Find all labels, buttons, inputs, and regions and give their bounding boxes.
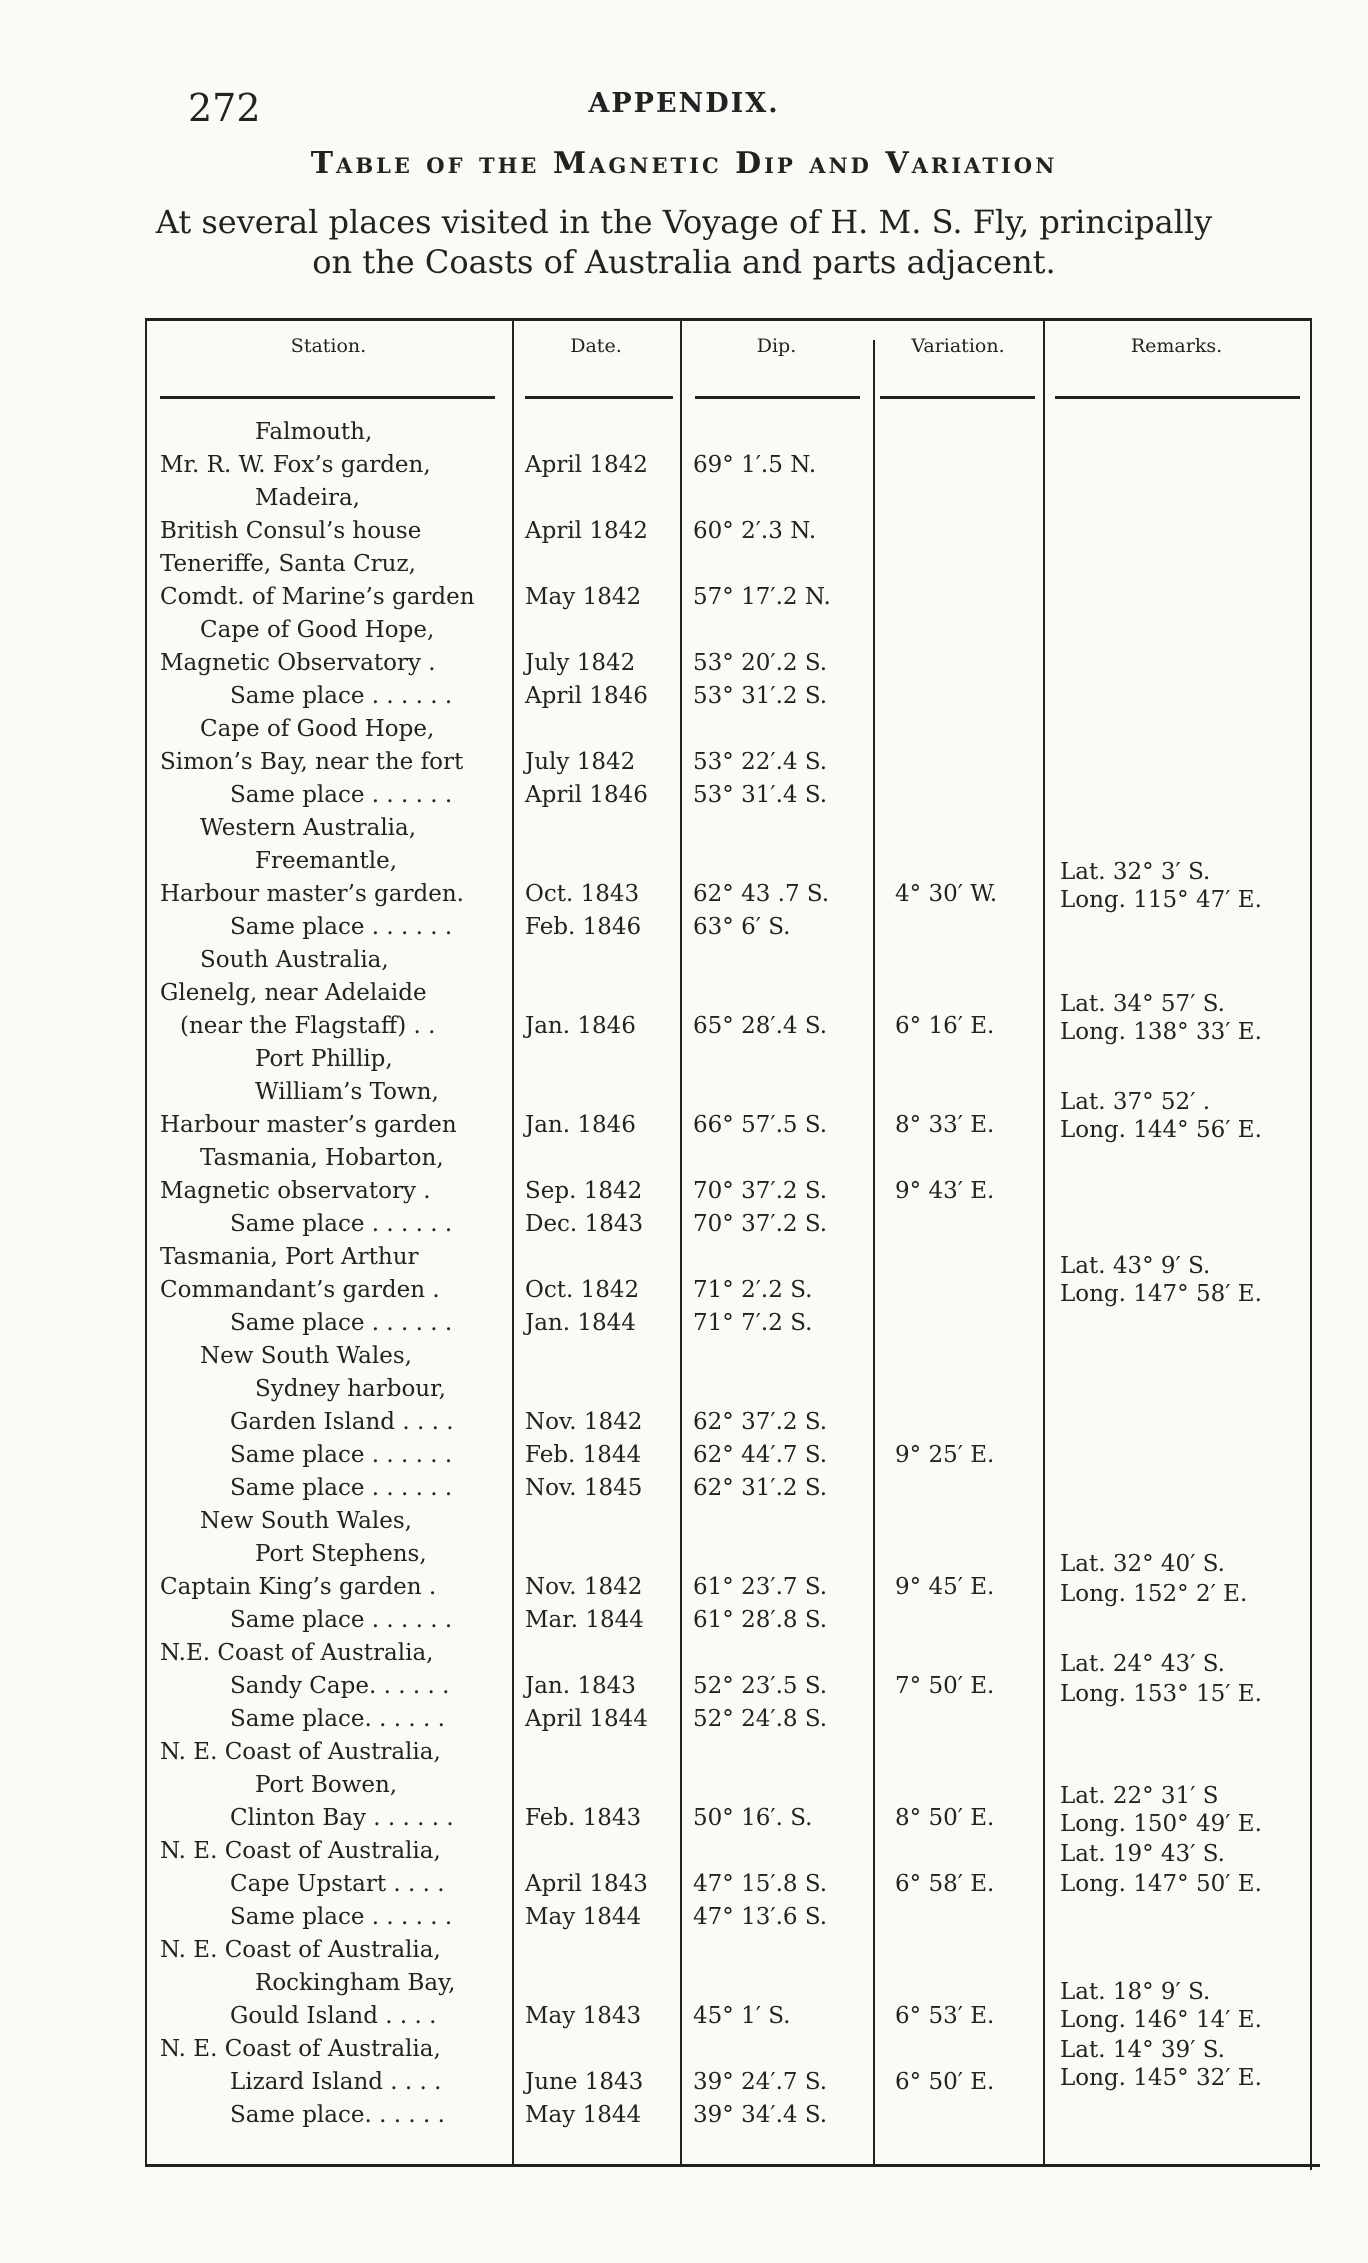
page-number: 272 (188, 86, 261, 130)
date-cell: April 1844 (525, 1706, 648, 1732)
variation-cell: 9° 45′ E. (895, 1574, 995, 1600)
date-cell: Jan. 1846 (525, 1112, 636, 1138)
dip-cell: 61° 23′.7 S. (693, 1574, 828, 1600)
variation-cell: 9° 43′ E. (895, 1178, 995, 1204)
remark-latitude: Lat. 18° 9′ S. (1060, 1979, 1211, 2005)
station-cell: Port Phillip, (255, 1046, 393, 1072)
header-dip: Dip. (756, 335, 797, 357)
date-cell: April 1842 (525, 452, 648, 478)
dip-cell: 62° 43 .7 S. (693, 881, 830, 907)
date-cell: May 1844 (525, 1904, 642, 1930)
station-cell: Port Bowen, (255, 1772, 398, 1798)
station-cell: South Australia, (200, 947, 389, 973)
table-subtitle (0, 202, 1368, 282)
station-cell: Rockingham Bay, (255, 1970, 456, 1996)
station-cell: Comdt. of Marine’s garden (160, 584, 475, 610)
station-cell: Freemantle, (255, 848, 398, 874)
station-cell: Commandant’s garden . (160, 1277, 440, 1303)
station-cell: N. E. Coast of Australia, (160, 1838, 441, 1864)
dip-cell: 47° 13′.6 S. (693, 1904, 828, 1930)
station-cell: Same place. . . . . . (230, 2102, 445, 2128)
station-cell: Magnetic observatory . (160, 1178, 431, 1204)
variation-cell: 9° 25′ E. (895, 1442, 995, 1468)
variation-cell: 6° 16′ E. (895, 1013, 995, 1039)
remark-longitude: Long. 145° 32′ E. (1060, 2065, 1262, 2091)
dip-cell: 71° 7′.2 S. (693, 1310, 813, 1336)
station-cell: N.E. Coast of Australia, (160, 1640, 434, 1666)
dip-cell: 62° 44′.7 S. (693, 1442, 828, 1468)
dip-cell: 53° 31′.2 S. (693, 683, 828, 709)
header-station: Station. (290, 335, 367, 357)
subtitle-line-1: At several places visited in the Voyage of H. M. S. Fly, principally (155, 203, 1213, 241)
date-cell: Feb. 1843 (525, 1805, 642, 1831)
variation-cell: 4° 30′ W. (895, 881, 998, 907)
station-cell: Same place . . . . . . (230, 1442, 453, 1468)
remark-latitude: Lat. 43° 9′ S. (1060, 1253, 1211, 1279)
variation-cell: 6° 58′ E. (895, 1871, 995, 1897)
station-cell: Same place. . . . . . (230, 1706, 445, 1732)
station-cell: Same place . . . . . . (230, 782, 453, 808)
station-cell: Clinton Bay . . . . . . (230, 1805, 454, 1831)
header-rule (160, 396, 495, 399)
dip-cell: 45° 1′ S. (693, 2003, 791, 2029)
table-right-border (1310, 318, 1312, 2170)
dip-cell: 71° 2′.2 S. (693, 1277, 813, 1303)
remark-latitude: Lat. 32° 40′ S. (1060, 1551, 1225, 1577)
header-variation: Variation. (911, 335, 1005, 357)
column-divider (1043, 318, 1045, 2164)
date-cell: Dec. 1843 (525, 1211, 644, 1237)
header-remarks: Remarks. (1130, 335, 1223, 357)
dip-cell: 60° 2′.3 N. (693, 518, 817, 544)
station-cell: Western Australia, (200, 815, 417, 841)
station-cell: Captain King’s garden . (160, 1574, 437, 1600)
remark-latitude: Lat. 24° 43′ S. (1060, 1651, 1225, 1677)
header-date: Date. (570, 335, 622, 357)
date-cell: Feb. 1844 (525, 1442, 642, 1468)
station-cell: British Consul’s house (160, 518, 422, 544)
station-cell: Madeira, (255, 485, 360, 511)
table-title: Table of the Magnetic Dip and Variation (310, 146, 1058, 181)
remark-longitude: Long. 147° 58′ E. (1060, 1281, 1262, 1307)
station-cell: Same place . . . . . . (230, 1475, 453, 1501)
dip-cell: 62° 31′.2 S. (693, 1475, 828, 1501)
dip-cell: 52° 24′.8 S. (693, 1706, 828, 1732)
dip-cell: 53° 31′.4 S. (693, 782, 828, 808)
station-cell: New South Wales, (200, 1343, 412, 1369)
remark-latitude: Lat. 19° 43′ S. (1060, 1841, 1225, 1867)
variation-cell: 6° 53′ E. (895, 2003, 995, 2029)
station-cell: Lizard Island . . . . (230, 2069, 442, 2095)
date-cell: Jan. 1844 (525, 1310, 636, 1336)
remark-longitude: Long. 152° 2′ E. (1060, 1581, 1248, 1607)
dip-cell: 63° 6′ S. (693, 914, 791, 940)
station-cell: N. E. Coast of Australia, (160, 1937, 441, 1963)
dip-cell: 47° 15′.8 S. (693, 1871, 828, 1897)
station-cell: Mr. R. W. Fox’s garden, (160, 452, 431, 478)
station-cell: Cape of Good Hope, (200, 716, 435, 742)
dip-cell: 65° 28′.4 S. (693, 1013, 828, 1039)
dip-cell: 50° 16′. S. (693, 1805, 813, 1831)
date-cell: Jan. 1846 (525, 1013, 636, 1039)
remark-longitude: Long. 144° 56′ E. (1060, 1117, 1262, 1143)
variation-cell: 8° 33′ E. (895, 1112, 995, 1138)
station-cell: Same place . . . . . . (230, 683, 453, 709)
dip-cell: 61° 28′.8 S. (693, 1607, 828, 1633)
date-cell: June 1843 (525, 2069, 644, 2095)
date-cell: July 1842 (525, 749, 636, 775)
date-cell: Mar. 1844 (525, 1607, 644, 1633)
remark-latitude: Lat. 32° 3′ S. (1060, 859, 1211, 885)
remark-longitude: Long. 138° 33′ E. (1060, 1019, 1262, 1045)
column-divider (680, 318, 682, 2164)
date-cell: July 1842 (525, 650, 636, 676)
remark-latitude: Lat. 14° 39′ S. (1060, 2037, 1225, 2063)
station-cell: Gould Island . . . . (230, 2003, 437, 2029)
date-cell: April 1842 (525, 518, 648, 544)
date-cell: April 1846 (525, 683, 648, 709)
date-cell: April 1846 (525, 782, 648, 808)
station-cell: Harbour master’s garden (160, 1112, 457, 1138)
table-left-border (145, 318, 147, 2164)
date-cell: Feb. 1846 (525, 914, 642, 940)
subtitle-line-2: on the Coasts of Australia and parts adjacent. (312, 243, 1056, 281)
station-cell: Teneriffe, Santa Cruz, (160, 551, 416, 577)
station-cell: Tasmania, Port Arthur (160, 1244, 419, 1270)
header-rule (880, 396, 1035, 399)
header-rule (525, 396, 673, 399)
date-cell: Oct. 1843 (525, 881, 640, 907)
column-divider (873, 340, 875, 2164)
date-cell: May 1843 (525, 2003, 642, 2029)
station-cell: Garden Island . . . . (230, 1409, 454, 1435)
remark-longitude: Long. 153° 15′ E. (1060, 1681, 1262, 1707)
station-cell: Same place . . . . . . (230, 914, 453, 940)
header-rule (1055, 396, 1300, 399)
dip-cell: 70° 37′.2 S. (693, 1178, 828, 1204)
date-cell: May 1842 (525, 584, 642, 610)
table-bottom-rule (145, 2164, 1320, 2167)
station-cell: Port Stephens, (255, 1541, 427, 1567)
station-cell: Sandy Cape. . . . . . (230, 1673, 450, 1699)
remark-longitude: Long. 115° 47′ E. (1060, 887, 1262, 913)
date-cell: April 1843 (525, 1871, 648, 1897)
dip-cell: 69° 1′.5 N. (693, 452, 817, 478)
remark-longitude: Long. 150° 49′ E. (1060, 1811, 1262, 1837)
station-cell: (near the Flagstaff) . . (180, 1013, 436, 1039)
station-cell: New South Wales, (200, 1508, 412, 1534)
station-cell: N. E. Coast of Australia, (160, 1739, 441, 1765)
remark-latitude: Lat. 37° 52′ . (1060, 1089, 1211, 1115)
date-cell: Sep. 1842 (525, 1178, 643, 1204)
station-cell: Same place . . . . . . (230, 1904, 453, 1930)
station-cell: Sydney harbour, (255, 1376, 446, 1402)
dip-cell: 39° 24′.7 S. (693, 2069, 828, 2095)
station-cell: N. E. Coast of Australia, (160, 2036, 441, 2062)
date-cell: Nov. 1842 (525, 1409, 643, 1435)
variation-cell: 7° 50′ E. (895, 1673, 995, 1699)
date-cell: Jan. 1843 (525, 1673, 636, 1699)
date-cell: May 1844 (525, 2102, 642, 2128)
remark-longitude: Long. 147° 50′ E. (1060, 1871, 1262, 1897)
date-cell: Nov. 1842 (525, 1574, 643, 1600)
dip-cell: 62° 37′.2 S. (693, 1409, 828, 1435)
station-cell: Falmouth, (255, 419, 373, 445)
running-head: APPENDIX. (588, 88, 780, 119)
date-cell: Oct. 1842 (525, 1277, 640, 1303)
variation-cell: 6° 50′ E. (895, 2069, 995, 2095)
station-cell: Same place . . . . . . (230, 1211, 453, 1237)
dip-cell: 66° 57′.5 S. (693, 1112, 828, 1138)
dip-cell: 57° 17′.2 N. (693, 584, 831, 610)
remark-longitude: Long. 146° 14′ E. (1060, 2007, 1262, 2033)
station-cell: Simon’s Bay, near the fort (160, 749, 464, 775)
station-cell: Glenelg, near Adelaide (160, 980, 427, 1006)
dip-cell: 70° 37′.2 S. (693, 1211, 828, 1237)
variation-cell: 8° 50′ E. (895, 1805, 995, 1831)
dip-cell: 53° 20′.2 S. (693, 650, 828, 676)
station-cell: Same place . . . . . . (230, 1607, 453, 1633)
remark-latitude: Lat. 34° 57′ S. (1060, 991, 1225, 1017)
station-cell: Cape of Good Hope, (200, 617, 435, 643)
dip-cell: 53° 22′.4 S. (693, 749, 828, 775)
header-rule (695, 396, 860, 399)
station-cell: Harbour master’s garden. (160, 881, 464, 907)
date-cell: Nov. 1845 (525, 1475, 643, 1501)
remark-latitude: Lat. 22° 31′ S (1060, 1783, 1219, 1809)
station-cell: Tasmania, Hobarton, (200, 1145, 444, 1171)
station-cell: Cape Upstart . . . . (230, 1871, 445, 1897)
table-top-rule (145, 318, 1310, 321)
station-cell: Magnetic Observatory . (160, 650, 436, 676)
station-cell: Same place . . . . . . (230, 1310, 453, 1336)
dip-cell: 39° 34′.4 S. (693, 2102, 828, 2128)
dip-cell: 52° 23′.5 S. (693, 1673, 828, 1699)
station-cell: William’s Town, (255, 1079, 439, 1105)
